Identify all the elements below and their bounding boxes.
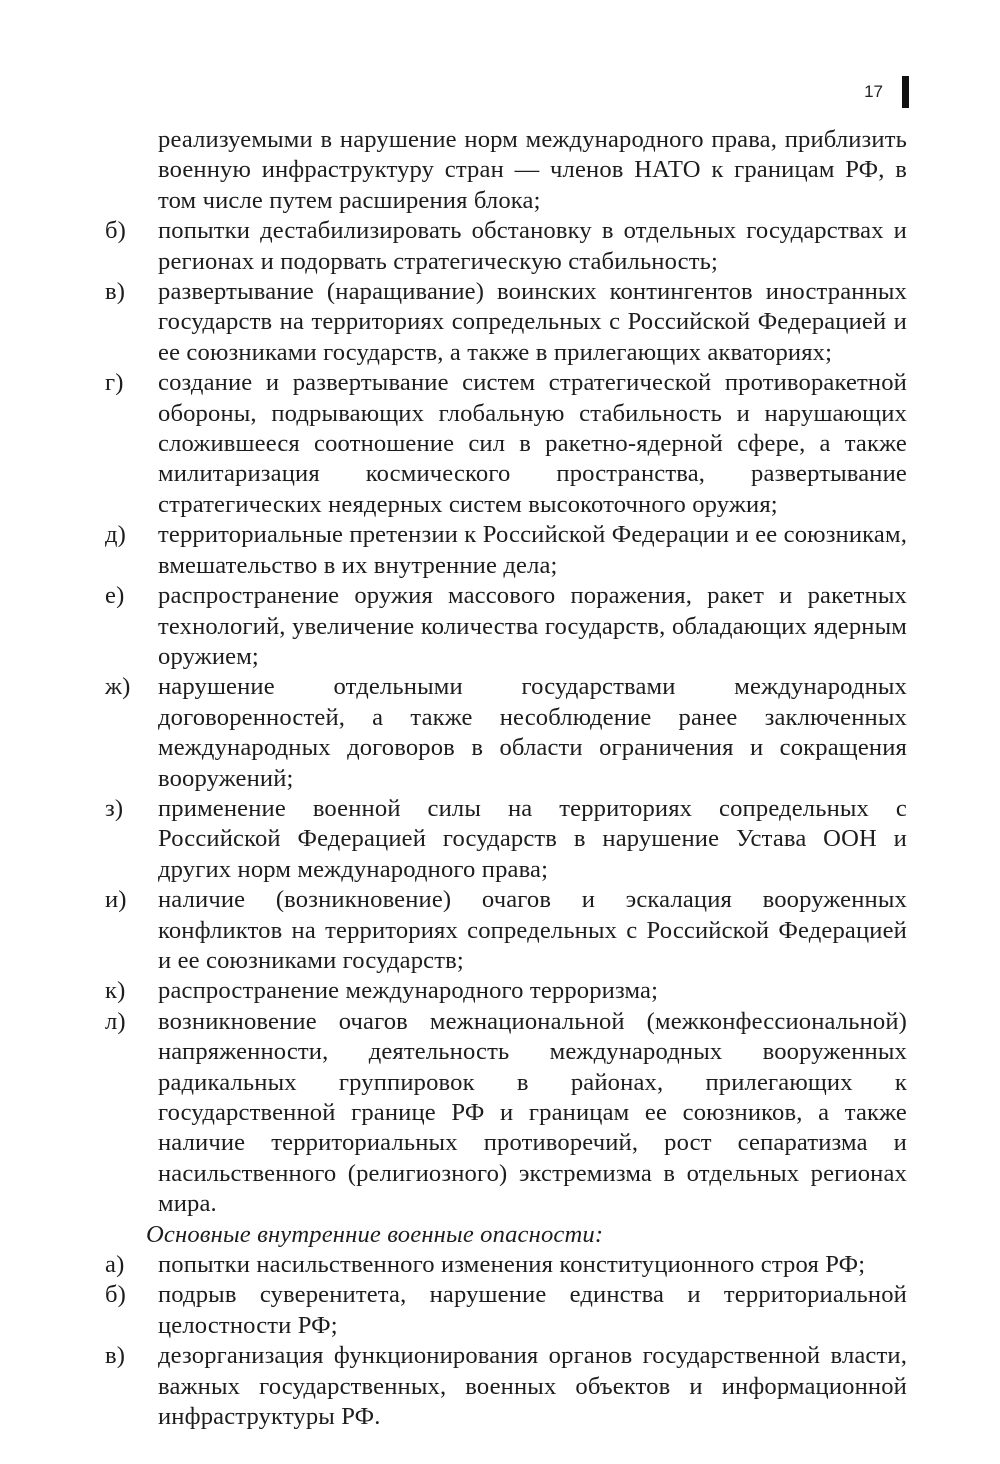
list-marker: е) xyxy=(105,582,125,610)
list-item xyxy=(105,1250,907,1280)
list-marker: ж) xyxy=(105,673,131,701)
list-marker: б) xyxy=(105,1281,127,1309)
list-marker: б) xyxy=(105,217,127,245)
list-marker: к) xyxy=(105,977,126,1005)
list-item xyxy=(105,976,907,1006)
list-item-text: создание и развертывание систем стратегической противоракетной обороны, подрывающих глобальную стабильность и нарушающих сложившееся соотношение сил в ракетно-ядерной сфере, а также милитаризация космического пространства, развертывание стратегических неядерных систем высокоточного оружия; xyxy=(158,369,907,518)
list-item xyxy=(105,520,907,581)
list-marker: г) xyxy=(105,369,124,397)
list-item-text: попытки насильственного изменения конституционного строя РФ; xyxy=(158,1251,866,1279)
list-item xyxy=(105,1007,907,1220)
list-item-text: подрыв суверенитета, нарушение единства и территориальной целостности РФ; xyxy=(158,1281,907,1339)
list-item-text: возникновение очагов межнациональной (межконфессиональной) напряженности, деятельность международных вооруженных радикальных группировок в районах, прилегающих к государственной границе РФ и границам ее союзников, а также наличие территориальных противоречий, рост сепаратизма и насильственного (религиозного) экстремизма в отдельных регионах мира. xyxy=(158,1007,907,1218)
page-content xyxy=(105,125,907,1432)
list-item-text: наличие (возникновение) очагов и эскалация вооруженных конфликтов на территориях сопредельных с Российской Федерацией и ее союзниками государств; xyxy=(158,886,907,974)
list-item xyxy=(105,885,907,976)
list-item xyxy=(105,1341,907,1432)
list-marker: д) xyxy=(105,521,127,549)
list-item xyxy=(105,672,907,794)
list-item-text: распространение международного терроризма; xyxy=(158,977,659,1005)
list-item-text: территориальные претензии к Российской Федерации и ее союзникам, вмешательство в их внутренние дела; xyxy=(158,521,907,579)
list-marker: л) xyxy=(105,1007,126,1035)
list-item-text: применение военной силы на территориях сопредельных с Российской Федерацией государств в нарушение Устава ООН и других норм международного права; xyxy=(158,794,907,883)
list-item xyxy=(105,216,907,277)
page-number-bar xyxy=(902,76,909,108)
list-marker: и) xyxy=(105,886,127,914)
list-item xyxy=(105,581,907,672)
list-marker: а) xyxy=(105,1251,125,1279)
list-item xyxy=(105,794,907,885)
page-number: 17 xyxy=(864,82,883,101)
list-marker: з) xyxy=(105,794,124,822)
list-marker: в) xyxy=(105,278,126,306)
list-item-text: дезорганизация функционирования органов государственной власти, важных государственных, военных объектов и информационной инфраструктуры РФ. xyxy=(158,1342,907,1431)
section-heading: Основные внутренние военные опасности: xyxy=(146,1220,604,1248)
list-item-text: развертывание (наращивание) воинских контингентов иностранных государств на территориях сопредельных с Российской Федерацией и ее союзниками государств, а также в прилегающих акваториях; xyxy=(158,278,907,366)
continuation-paragraph: реализуемыми в нарушение норм международного права, приблизить военную инфраструктуру стран — членов НАТО к границам РФ, в том числе путем расширения блока; xyxy=(158,126,907,214)
list-item-text: нарушение отдельными государствами международных договоренностей, а также несоблюдение ранее заключенных международных договоров в области ограничения и сокращения вооружений; xyxy=(158,673,907,792)
list-marker: в) xyxy=(105,1342,126,1370)
list-item xyxy=(105,277,907,368)
list-item xyxy=(105,1280,907,1341)
list-item-text: распространение оружия массового поражения, ракет и ракетных технологий, увеличение количества государств, обладающих ядерным оружием; xyxy=(158,582,907,670)
list-item-text: попытки дестабилизировать обстановку в отдельных государствах и регионах и подорвать стратегическую стабильность; xyxy=(158,217,907,275)
list-item xyxy=(105,368,907,520)
